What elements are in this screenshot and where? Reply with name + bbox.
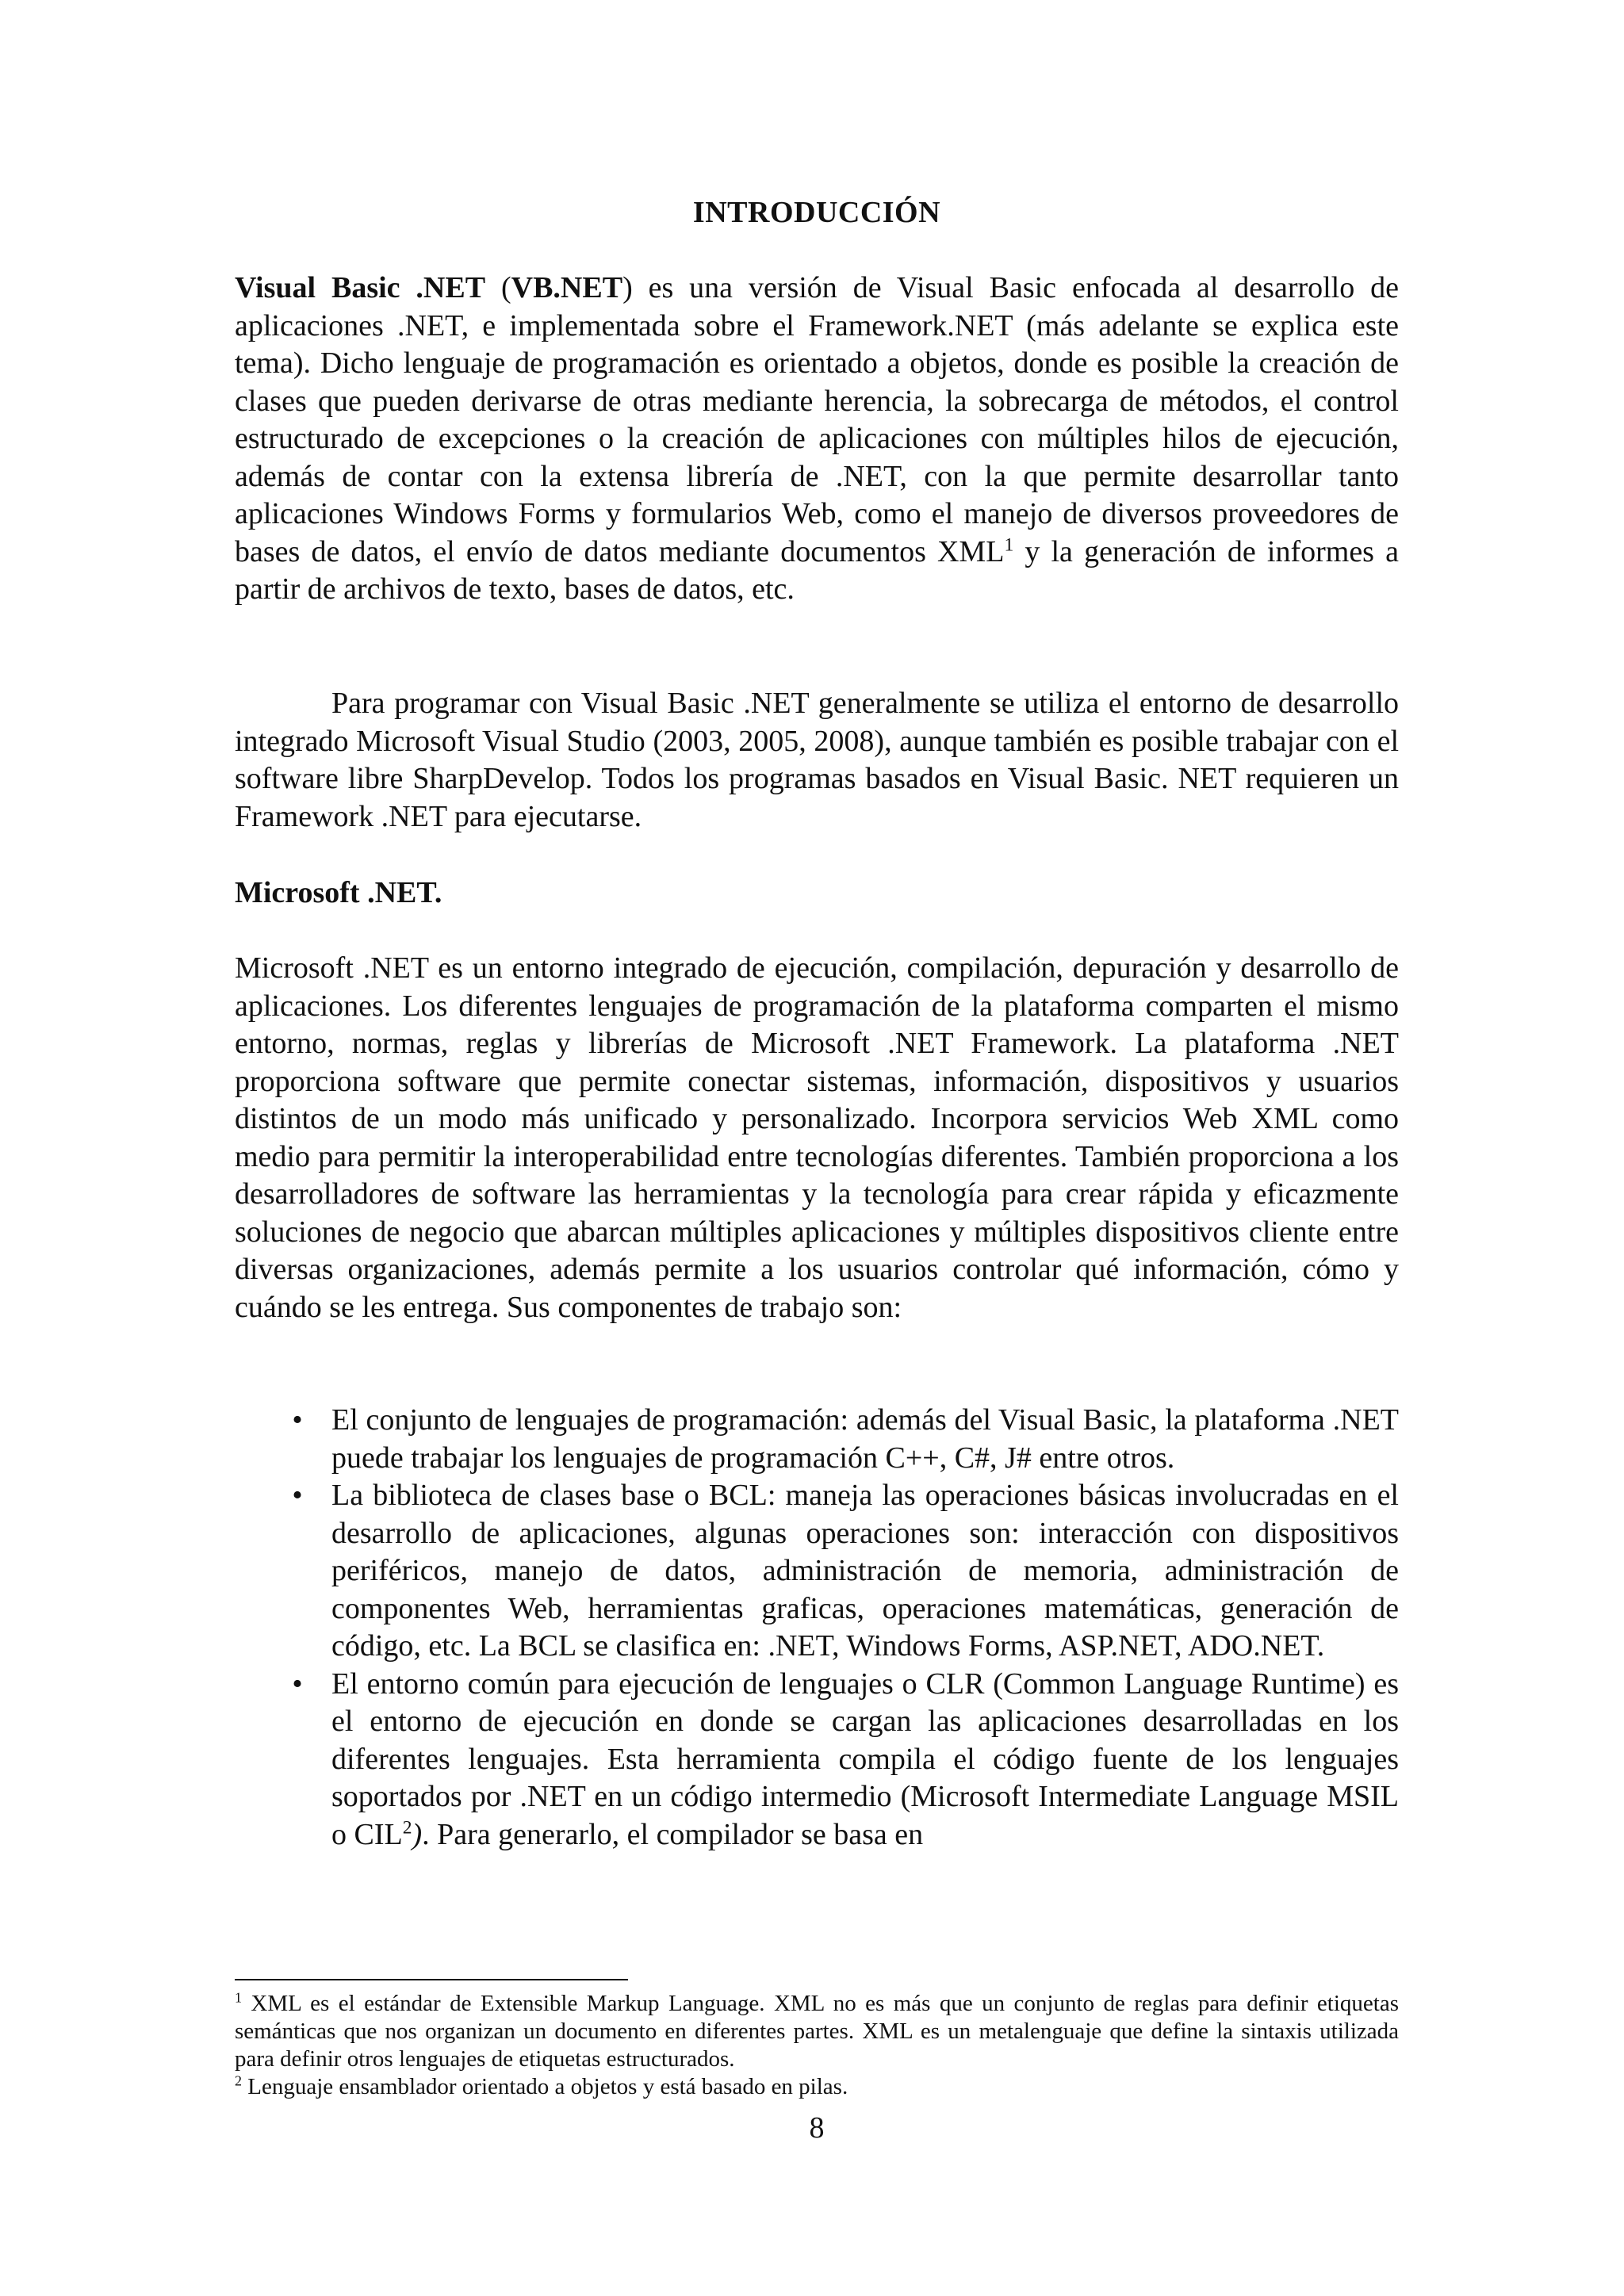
list-item-text: El entorno común para ejecución de lenguajes o CLR (Common Language Runtime) es el entorno de ejecución en donde se cargan las aplicaciones desarrolladas en los diferentes lenguajes. Esta herramienta compila el código fuente de los lenguajes soportados por .NET en un código intermedio (Microsoft Intermediate Language MSIL o CIL (331, 1667, 1399, 1851)
bold-term-vbnet: VB.NET (511, 271, 623, 304)
bullet-icon: • (292, 1667, 303, 1701)
footnote-2 (235, 2073, 1399, 2101)
text-run: ( (485, 271, 511, 304)
list-item (235, 1477, 1399, 1666)
footnote-ref-2: 2 (402, 1816, 412, 1838)
text-run: y la generación de informes a partir de archivos de texto, bases de datos, etc. (235, 534, 1399, 606)
footnote-number-1: 1 (235, 1989, 242, 2006)
page-number: 8 (809, 2111, 825, 2145)
footnote-divider (235, 1979, 628, 1980)
list-item (235, 1666, 1399, 1854)
list-item-text: La biblioteca de clases base o BCL: maneja las operaciones básicas involucradas en el desarrollo de aplicaciones, algunas operaciones son: interacción con dispositivos periféricos, manejo de datos, administración de memoria, administración de componentes Web, herramientas graficas, operaciones matemáticas, generación de código, etc. La BCL se clasifica en: .NET, Windows Forms, ASP.NET, ADO.NET. (331, 1479, 1399, 1663)
bold-term-visual-basic-net: Visual Basic .NET (235, 271, 486, 304)
page-title: INTRODUCCIÓN (692, 196, 941, 229)
bullet-icon: • (292, 1403, 303, 1437)
text-run: ) es una versión de Visual Basic enfocada al desarrollo de aplicaciones .NET, e implementada sobre el Framework.NET (más adelante se explica este tema). Dicho lenguaje de programación es orientado a objetos, donde es posible la creación de clases que pueden derivarse de otras mediante herencia, la sobrecarga de métodos, el control estructurado de excepciones o la creación de aplicaciones con múltiples hilos de ejecución, además de contar con la extensa librería de .NET, con la que permite desarrollar tanto aplicaciones Windows Forms y formularios Web, como el manejo de diversos proveedores de bases de datos, el envío de datos mediante documentos XML (235, 271, 1400, 568)
list-item (235, 1402, 1399, 1477)
intro-paragraph (235, 270, 1399, 609)
italic-paren: ) (412, 1817, 423, 1851)
footnote-ref-1: 1 (1004, 534, 1014, 555)
section-heading-microsoft-net: Microsoft .NET. (235, 876, 442, 909)
footnote-text-2: Lenguaje ensamblador orientado a objetos y está basado en pilas. (241, 2074, 848, 2099)
footnote-number-2: 2 (235, 2072, 242, 2089)
bullet-icon: • (292, 1479, 303, 1512)
components-list (235, 1402, 1399, 1854)
list-item-text: El conjunto de lenguajes de programación: además del Visual Basic, la plataforma .NET puede trabajar los lenguajes de programación C++, C#, J# entre otros. (331, 1403, 1399, 1475)
footnotes (235, 1990, 1399, 2101)
list-item-text-continued: . Para generarlo, el compilador se basa en (422, 1817, 924, 1851)
footnote-text-1: XML es el estándar de Extensible Markup Language. XML no es más que un conjunto de reglas para definir etiquetas semánticas que nos organizan un documento en diferentes partes. XML es un metalenguaje que define la sintaxis utilizada para definir otros lenguajes de etiquetas estructurados. (235, 1991, 1399, 2072)
microsoft-net-paragraph: Microsoft .NET es un entorno integrado de ejecución, compilación, depuración y desarrollo de aplicaciones. Los diferentes lenguajes de programación de la plataforma comparten el mismo entorno, normas, reglas y librerías de Microsoft .NET Framework. La plataforma .NET proporciona software que permite conectar sistemas, información, dispositivos y usuarios distintos de un modo más unificado y personalizado. Incorpora servicios Web XML como medio para permitir la interoperabilidad entre tecnologías diferentes. También proporciona a los desarrolladores de software las herramientas y la tecnología para crear rápida y eficazmente soluciones de negocio que abarcan múltiples aplicaciones y múltiples dispositivos cliente entre diversas organizaciones, además permite a los usuarios controlar qué información, cómo y cuándo se les entrega. Sus componentes de trabajo son: (235, 951, 1399, 1324)
programming-paragraph: Para programar con Visual Basic .NET generalmente se utiliza el entorno de desarrollo integrado Microsoft Visual Studio (2003, 2005, 2008), aunque también es posible trabajar con el software libre SharpDevelop. Todos los programas basados en Visual Basic. NET requieren un Framework .NET para ejecutarse. (235, 687, 1399, 833)
document-page (235, 0, 1399, 2296)
footnote-1 (235, 1990, 1399, 2073)
